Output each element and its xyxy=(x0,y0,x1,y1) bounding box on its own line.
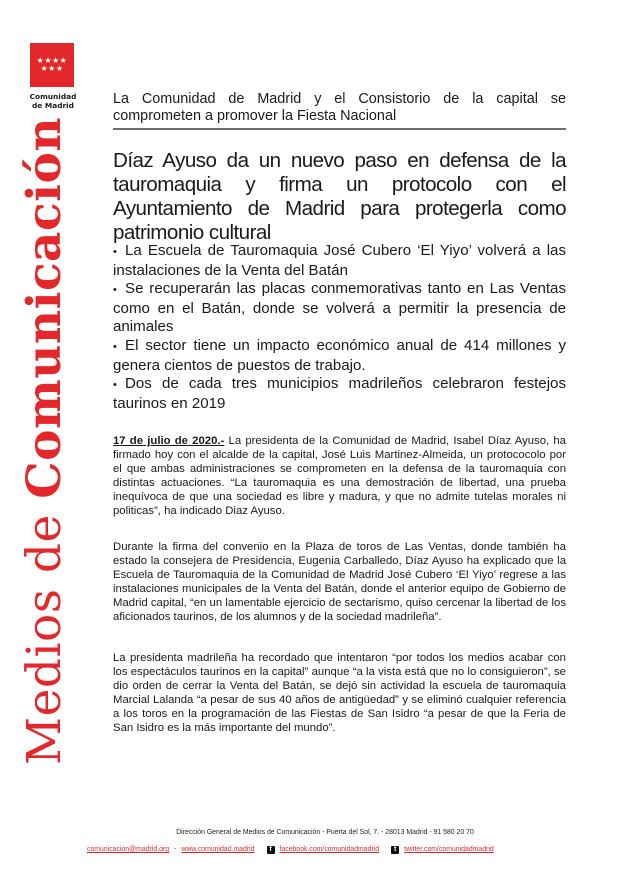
footer-separator: - xyxy=(174,846,177,853)
logo-stars-row1: ★★★★ xyxy=(36,56,68,65)
logo-text-line1: Comunidad xyxy=(29,92,77,101)
body-paragraph-2: Durante la firma del convenio en la Plaza de toros de Las Ventas, donde también ha estado la consejera de Presidencia, Eugenia Carballedo, Díaz Ayuso ha explicado que la Escuela de Tauromaquia de la Comunidad de Madrid José Cubero ‘El Yiyo’ regrese a las instalaciones municipales de la Venta del Batán, donde el anterior equipo de Gobierno de Madrid capital, “en un lamentable ejercicio de sectarismo, quiso cercenar la libertad de los aficionados taurinos, de los alumnos y de la sociedad madrileña”. xyxy=(113,541,566,623)
body-paragraph-3: La presidenta madrileña ha recordado que intentaron “por todos los medios acabar con los espectáculos taurinos en la capital” aunque “a la vista está que no lo consiguieron”, se dio orden de cerrar la Venta del Batán, se dejó sin actividad la escuela de tauromaquia Marcial Lalanda “a pesar de sus 40 años de antigüedad” y se eliminó cualquier referencia a los toros en la programación de las Fiestas de San Isidro “a pesar de que la Feria de San Isidro es la más importante del mundo”. xyxy=(113,652,566,734)
logo-text-line2: de Madrid xyxy=(32,101,74,110)
highlight-text: Dos de cada tres municipios madrileños celebraron festejos taurinos en 2019 xyxy=(113,375,566,412)
logo-wordmark xyxy=(27,92,79,110)
bullet-icon: • xyxy=(113,284,117,297)
press-release-headline: Díaz Ayuso da un nuevo paso en defensa de la tauromaquia y firma un protocolo con el Ayuntamiento de Madrid para protegerla como patrimonio cultural xyxy=(113,149,566,244)
sidebar-title-bold: Comunicación xyxy=(17,116,72,499)
highlight-item xyxy=(113,375,566,413)
facebook-icon: f xyxy=(267,846,275,854)
body-paragraph-1-text: La presidenta de la Comunidad de Madrid, Isabel Díaz Ayuso, ha firmado hoy con el alcalde de la capital, José Luis Martinez-Almeida, un protococolo por el que ambas administraciones se comprometen en la defensa de la tauromaquia con distintas actuaciones. “La tauromaquia es una demostración de libertad, una prueba inequívoca de que una sociedad es libre y madura, y que no admite tutelas morales ni politicas”, ha indicado Diaz Ayuso. xyxy=(113,435,566,517)
footer-links xyxy=(87,845,567,854)
twitter-link[interactable]: twitter.com/comunidadmadrid xyxy=(404,846,494,853)
footer-address: Dirección General de Medios de Comunicación - Puerta del Sol, 7. - 28013 Madrid - 91 580 20 70 xyxy=(176,829,474,836)
highlight-item xyxy=(113,242,566,280)
comunidad-madrid-logo xyxy=(30,43,74,87)
bullet-icon: • xyxy=(113,340,117,353)
twitter-icon: t xyxy=(391,846,399,854)
dateline: 17 de julio de 2020.- xyxy=(113,435,225,447)
email-link[interactable]: comunicacion@madrid.org xyxy=(87,846,170,853)
highlight-text: Se recuperarán las placas conmemorativas tanto en Las Ventas como en el Batán, donde se volverá a permitir la presencia de animales xyxy=(113,280,566,336)
highlights-list xyxy=(113,242,566,413)
highlight-item xyxy=(113,280,566,337)
highlight-item xyxy=(113,337,566,375)
highlight-text: La Escuela de Tauromaquia José Cubero ‘El Yiyo’ volverá a las instalaciones de la Venta del Batán xyxy=(113,242,566,279)
highlight-text: El sector tiene un impacto económico anual de 414 millones y genera cientos de puestos de trabajo. xyxy=(113,336,566,374)
medios-de-comunicacion-title xyxy=(17,116,72,766)
logo-stars-row2: ★★★ xyxy=(40,64,64,73)
body-paragraph-1 xyxy=(113,435,566,519)
press-release-subtitle: La Comunidad de Madrid y el Consistorio de la capital se comprometen a promover la Fiesta Nacional xyxy=(113,91,566,130)
website-link[interactable]: www.comunidad.madrid xyxy=(181,846,255,853)
bullet-icon: • xyxy=(113,246,117,258)
sidebar-title-light: Medios de xyxy=(17,498,72,766)
facebook-link[interactable]: facebook.com/comunidadmadrid xyxy=(279,846,380,853)
logo-stars-icon xyxy=(37,57,68,73)
bullet-icon: • xyxy=(113,379,117,392)
